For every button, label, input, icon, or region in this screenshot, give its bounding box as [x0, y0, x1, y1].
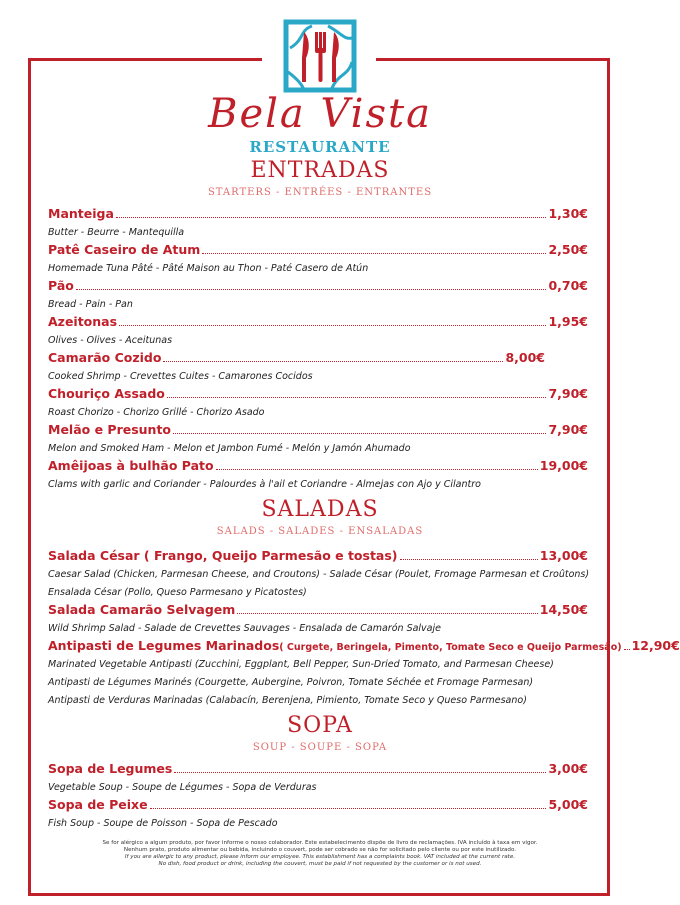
menu-item [48, 278, 588, 314]
menu-item-name: Camarão Cozido [48, 350, 162, 365]
menu-item-description: Antipasti de Verduras Marinadas (Calabacín, Berenjena, Pimiento, Tomate Seco y Queso Parmesano) [48, 695, 527, 706]
menu-item-description: Clams with garlic and Coriander - Palourdes à l'ail et Coriandre - Almejas con Ajo y Cilantro [48, 479, 481, 490]
menu-item-row [48, 278, 588, 296]
restaurant-subtitle: RESTAURANTE [249, 138, 391, 156]
menu-item [48, 602, 588, 638]
menu-item-name: Sopa de Legumes [48, 761, 173, 776]
menu-item [48, 386, 588, 422]
menu-item-name: Manteiga [48, 206, 114, 221]
menu-item [48, 638, 680, 710]
menu-border-top-right [376, 58, 610, 61]
menu-item-price: 3,00€ [548, 761, 588, 776]
menu-item-price: 8,00€ [505, 350, 545, 365]
footer-pt-line-2: Nenhum prato, produto alimentar ou bebida, incluindo o couvert, pode ser cobrado se não for solicitado pelo cliente ou por este inutilizado. [123, 847, 517, 853]
menu-item-row [48, 638, 680, 656]
menu-item [48, 242, 588, 278]
menu-item [48, 350, 588, 386]
menu-item-row [48, 314, 588, 332]
menu-item-row [48, 350, 545, 368]
menu-item-name: Azeitonas [48, 314, 118, 329]
menu-item-note: ( Curgete, Beringela, Pimento, Tomate Seco e Queijo Parmesão) [279, 642, 622, 653]
section-subtitle-saladas: SALADS - SALADES - ENSALADAS [216, 526, 424, 537]
menu-item-row [48, 206, 588, 224]
menu-list-sopa [48, 761, 588, 833]
dot-leader [76, 279, 547, 290]
dot-leader [174, 762, 546, 773]
menu-item-description: Vegetable Soup - Soupe de Légumes - Sopa de Verduras [48, 782, 317, 793]
menu-item-name: Pão [48, 278, 74, 293]
menu-item-price: 5,00€ [548, 797, 588, 812]
dot-leader [163, 351, 503, 362]
menu-item [48, 206, 588, 242]
menu-item-description: Fish Soup - Soupe de Poisson - Sopa de Pescado [48, 818, 278, 829]
menu-item-row [48, 602, 588, 620]
menu-item-row [48, 761, 588, 779]
dot-leader [150, 798, 547, 809]
menu-item-description: Marinated Vegetable Antipasti (Zucchini, Eggplant, Bell Pepper, Sun-Dried Tomato, and Parmesan Cheese) [48, 659, 554, 670]
menu-item-name: Patê Caseiro de Atum [48, 242, 201, 257]
dot-leader [400, 549, 538, 560]
footer-pt-line-1: Se for alérgico a algum produto, por favor informe o nosso colaborador. Este estabelecimento dispõe de livro de reclamações. IVA incluído à taxa em vigor. [102, 840, 538, 846]
menu-item-name: Antipasti de Legumes Marinados [48, 638, 280, 653]
dot-leader [167, 387, 547, 398]
dot-leader [116, 207, 547, 218]
menu-item-price: 19,00€ [539, 458, 588, 473]
menu-item-row [48, 548, 588, 566]
menu-item [48, 761, 588, 797]
menu-item-description: Ensalada César (Pollo, Queso Parmesano y Picatostes) [48, 587, 307, 598]
legal-footer [40, 840, 600, 868]
menu-item [48, 314, 588, 350]
menu-item-description: Wild Shrimp Salad - Salade de Crevettes Sauvages - Ensalada de Camarón Salvaje [48, 623, 441, 634]
menu-item-price: 1,95€ [548, 314, 588, 329]
dot-leader [216, 459, 538, 470]
menu-item-name: Salada Camarão Selvagem [48, 602, 236, 617]
menu-item-price: 7,90€ [548, 386, 588, 401]
menu-item-price: 12,90€ [631, 638, 680, 653]
menu-item-name: Salada César ( Frango, Queijo Parmesão e tostas) [48, 548, 398, 563]
menu-item-row [48, 422, 588, 440]
menu-item-description: Butter - Beurre - Mantequilla [48, 227, 185, 238]
menu-item-name: Chouriço Assado [48, 386, 165, 401]
menu-item-price: 14,50€ [539, 602, 588, 617]
menu-item-name: Sopa de Peixe [48, 797, 148, 812]
section-title-entradas: ENTRADAS [250, 158, 390, 183]
menu-item-row [48, 797, 588, 815]
menu-item-name: Melão e Presunto [48, 422, 172, 437]
menu-item-description: Antipasti de Légumes Marinés (Courgette, Aubergine, Poivron, Tomate Séchée et Fromage Parmesan) [48, 677, 534, 688]
section-subtitle-entradas: STARTERS - ENTRÉES - ENTRANTES [207, 187, 433, 198]
section-subtitle-sopa: SOUP - SOUPE - SOPA [252, 742, 388, 753]
menu-item-description: Melon and Smoked Ham - Melon et Jambon Fumé - Melón y Jamón Ahumado [48, 443, 411, 454]
menu-item-description: Olives - Olives - Aceitunas [48, 335, 173, 346]
menu-border-top-left [28, 58, 262, 61]
menu-item-price: 13,00€ [539, 548, 588, 563]
menu-item-row [48, 242, 588, 260]
menu-item-description: Homemade Tuna Pâté - Pâté Maison au Thon - Paté Casero de Atún [48, 263, 369, 274]
dot-leader [173, 423, 546, 434]
menu-item [48, 548, 588, 602]
menu-item-price: 0,70€ [548, 278, 588, 293]
dot-leader [624, 639, 630, 650]
section-title-saladas: SALADAS [261, 497, 379, 522]
dot-leader [237, 603, 537, 614]
menu-item-description: Caesar Salad (Chicken, Parmesan Cheese, and Croutons) - Salade César (Poulet, Fromage Parmesan et Croûtons) [48, 569, 590, 580]
menu-item-description: Bread - Pain - Pan [48, 299, 133, 310]
menu-item-row [48, 386, 588, 404]
dot-leader [202, 243, 546, 254]
fork-knife-logo-icon [282, 18, 358, 94]
restaurant-name: Bela Vista [208, 91, 432, 137]
menu-item-name: Amêijoas à bulhão Pato [48, 458, 214, 473]
menu-item [48, 458, 588, 494]
footer-en-line-2: No dish, food product or drink, including the couvert, must be paid if not requested by the customer or is not used. [158, 861, 482, 867]
menu-list-saladas [48, 548, 680, 710]
section-title-sopa: SOPA [287, 713, 353, 738]
dot-leader [119, 315, 546, 326]
menu-item-description: Cooked Shrimp - Crevettes Cuites - Camarones Cocidos [48, 371, 313, 382]
menu-item-price: 2,50€ [548, 242, 588, 257]
menu-item-price: 1,30€ [548, 206, 588, 221]
menu-item [48, 797, 588, 833]
menu-item-price: 7,90€ [548, 422, 588, 437]
menu-item [48, 422, 588, 458]
menu-list-entradas [48, 206, 588, 494]
footer-en-line-1: If you are allergic to any product, please inform our employee. This establishment has a complaints book. VAT included at the current rate. [124, 854, 516, 860]
menu-item-description: Roast Chorizo - Chorizo Grillé - Chorizo Asado [48, 407, 265, 418]
menu-item-row [48, 458, 588, 476]
